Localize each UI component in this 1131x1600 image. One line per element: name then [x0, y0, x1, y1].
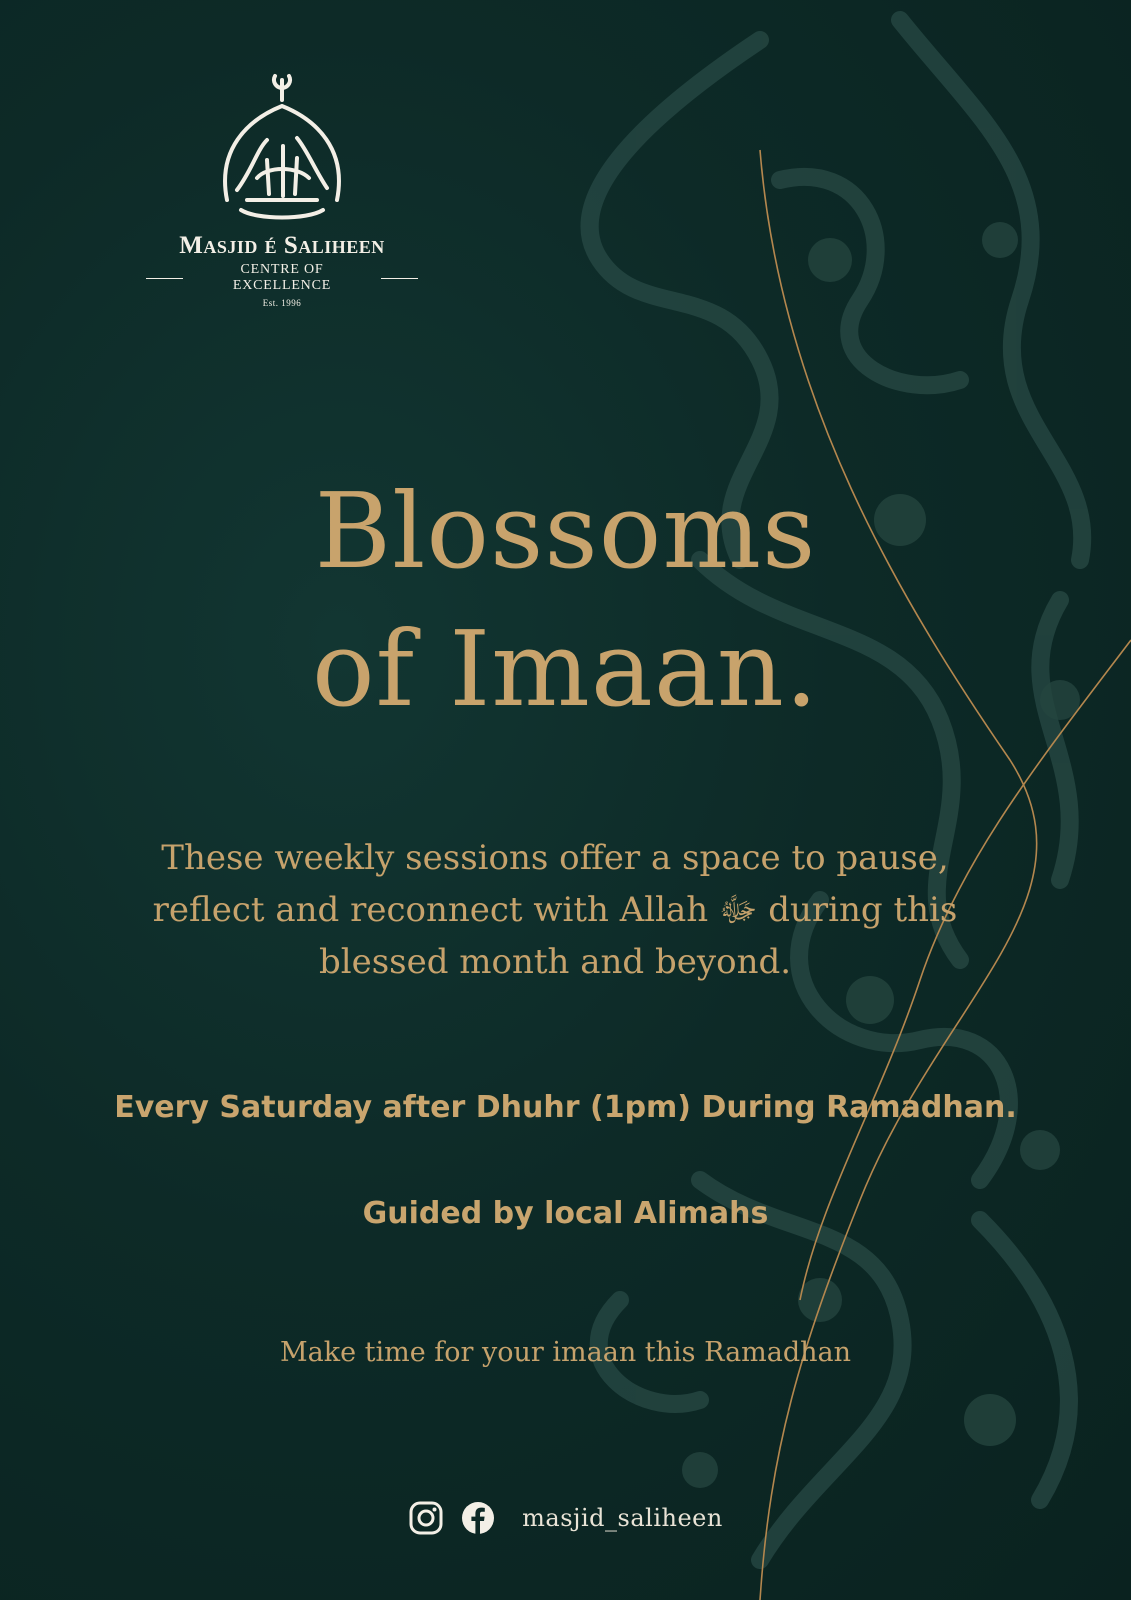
description-line-1: These weekly sessions offer a space to pause,: [161, 838, 949, 878]
calligraphy-dome-logo-mark: [197, 70, 367, 230]
social-handle[interactable]: masjid_saliheen: [522, 1504, 723, 1532]
instagram-icon[interactable]: [408, 1500, 444, 1536]
event-tagline: Make time for your imaan this Ramadhan: [279, 1337, 852, 1368]
description-line-2: reflect and reconnect with Allah ﷻ during this: [152, 890, 958, 930]
logo-name: Masjid é Saliheen: [179, 232, 385, 259]
logo-established: Est. 1996: [262, 298, 302, 308]
masjid-logo: [146, 70, 418, 308]
event-title: [0, 462, 1131, 738]
event-description: [110, 832, 1000, 988]
facebook-icon[interactable]: [460, 1500, 496, 1536]
event-schedule: Every Saturday after Dhuhr (1pm) During Ramadhan.: [114, 1090, 1017, 1125]
divider-line: [381, 278, 418, 279]
social-row: [0, 1500, 1131, 1536]
logo-subtitle-row: [146, 262, 418, 294]
title-line-1: Blossoms: [314, 470, 817, 592]
title-line-2: of Imaan.: [312, 608, 819, 730]
event-guided-by: Guided by local Alimahs: [362, 1196, 769, 1231]
logo-subtitle: CENTRE OF EXCELLENCE: [232, 262, 332, 293]
divider-line: [146, 278, 183, 279]
description-line-3: blessed month and beyond.: [318, 942, 792, 982]
